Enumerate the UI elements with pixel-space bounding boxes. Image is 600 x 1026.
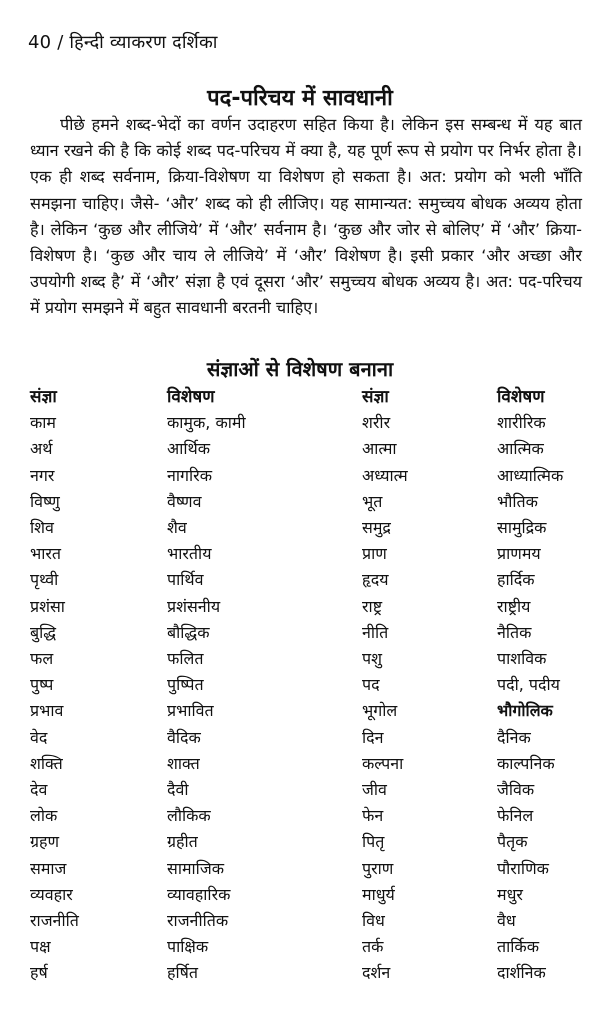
noun-cell: दर्शन bbox=[362, 963, 391, 983]
table-row bbox=[30, 489, 590, 515]
adjective-cell: नागरिक bbox=[167, 465, 213, 485]
adjective-cell: तार्किक bbox=[497, 937, 539, 957]
adjective-cell: ग्रहीत bbox=[167, 832, 198, 852]
noun-cell: दिन bbox=[362, 727, 384, 747]
noun-cell: पक्ष bbox=[30, 937, 51, 957]
noun-cell: पद bbox=[362, 675, 380, 695]
adjective-cell: राष्ट्रीय bbox=[497, 596, 531, 616]
adjective-cell: वैदिक bbox=[167, 727, 201, 747]
adjective-cell: दैनिक bbox=[497, 727, 531, 747]
table-title: संज्ञाओं से विशेषण बनाना bbox=[206, 357, 394, 381]
adjective-cell: कामुक, कामी bbox=[167, 413, 246, 433]
adjective-cell: वैध bbox=[497, 911, 516, 931]
adjective-cell: शाक्त bbox=[167, 753, 200, 773]
adjective-cell: सामाजिक bbox=[167, 858, 224, 878]
noun-cell: व्यवहार bbox=[30, 884, 73, 904]
noun-cell: प्रभाव bbox=[30, 701, 64, 721]
adjective-cell: राजनीतिक bbox=[167, 911, 229, 931]
adjective-cell: व्यावहारिक bbox=[167, 884, 231, 904]
noun-adjective-table bbox=[30, 384, 590, 987]
table-row bbox=[30, 908, 590, 934]
adjective-cell: आध्यात्मिक bbox=[497, 465, 564, 485]
noun-cell: शिव bbox=[30, 518, 54, 538]
table-row bbox=[30, 698, 590, 724]
adjective-cell: नैतिक bbox=[497, 622, 532, 642]
table-row bbox=[30, 541, 590, 567]
noun-cell: भूत bbox=[362, 491, 383, 511]
adjective-cell: शारीरिक bbox=[497, 413, 546, 433]
adjective-cell: प्रशंसनीय bbox=[167, 596, 221, 616]
adjective-cell: भौगोलिक bbox=[497, 701, 553, 721]
adjective-cell: शैव bbox=[167, 518, 187, 538]
noun-cell: काम bbox=[30, 413, 57, 433]
adjective-cell: प्राणमय bbox=[497, 544, 541, 564]
noun-cell: अर्थ bbox=[30, 439, 53, 459]
noun-cell: प्रशंसा bbox=[30, 596, 65, 616]
adjective-cell: आर्थिक bbox=[167, 439, 211, 459]
noun-cell: विष्णु bbox=[30, 491, 60, 511]
noun-cell: हर्ष bbox=[30, 963, 48, 983]
adjective-cell: जैविक bbox=[497, 780, 535, 800]
noun-cell: फेन bbox=[362, 806, 384, 826]
table-row bbox=[30, 594, 590, 620]
noun-cell: पशु bbox=[362, 649, 382, 669]
noun-cell: देव bbox=[30, 780, 48, 800]
table-row bbox=[30, 751, 590, 777]
noun-cell: लोक bbox=[30, 806, 58, 826]
noun-cell: भूगोल bbox=[362, 701, 398, 721]
noun-cell: नगर bbox=[30, 465, 55, 485]
noun-cell: वेद bbox=[30, 727, 48, 747]
noun-cell: अध्यात्म bbox=[362, 465, 408, 485]
adjective-cell: वैष्णव bbox=[167, 491, 202, 511]
adjective-cell: हर्षित bbox=[167, 963, 199, 983]
table-row bbox=[30, 725, 590, 751]
noun-cell: पुराण bbox=[362, 858, 394, 878]
column-header-noun: संज्ञा bbox=[362, 387, 389, 407]
adjective-cell: फेनिल bbox=[497, 806, 534, 826]
table-row bbox=[30, 934, 590, 960]
table-row bbox=[30, 672, 590, 698]
noun-cell: भारत bbox=[30, 544, 62, 564]
noun-cell: फल bbox=[30, 649, 54, 669]
table-row bbox=[30, 515, 590, 541]
noun-cell: पितृ bbox=[362, 832, 385, 852]
adjective-cell: लौकिक bbox=[167, 806, 211, 826]
noun-cell: बुद्धि bbox=[30, 622, 57, 642]
noun-cell: हृदय bbox=[362, 570, 389, 590]
noun-cell: शक्ति bbox=[30, 753, 63, 773]
table-row bbox=[30, 803, 590, 829]
adjective-cell: भौतिक bbox=[497, 491, 538, 511]
table-row bbox=[30, 777, 590, 803]
noun-cell: पुष्प bbox=[30, 675, 54, 695]
adjective-cell: सामुद्रिक bbox=[497, 518, 547, 538]
noun-cell: शरीर bbox=[362, 413, 391, 433]
adjective-cell: फलित bbox=[167, 649, 204, 669]
noun-cell: जीव bbox=[362, 780, 387, 800]
section-title: पद-परिचय में सावधानी bbox=[207, 86, 393, 111]
adjective-cell: प्रभावित bbox=[167, 701, 214, 721]
table-row bbox=[30, 436, 590, 462]
noun-cell: कल्पना bbox=[362, 753, 404, 773]
noun-cell: नीति bbox=[362, 622, 389, 642]
noun-cell: समुद्र bbox=[362, 518, 391, 538]
table-row bbox=[30, 646, 590, 672]
adjective-cell: बौद्धिक bbox=[167, 622, 210, 642]
table-row bbox=[30, 620, 590, 646]
table-row bbox=[30, 960, 590, 986]
table-row bbox=[30, 856, 590, 882]
column-header-adjective: विशेषण bbox=[167, 387, 215, 407]
adjective-cell: भारतीय bbox=[167, 544, 212, 564]
body-paragraph: पीछे हमने शब्द-भेदों का वर्णन उदाहरण सहित किया है। लेकिन इस सम्बन्ध में यह बात ध्यान रखने की है कि कोई शब्द पद-परिचय में क्या है, यह पूर्ण रूप से प्रयोग पर निर्भर होता है। एक ही शब्द सर्वनाम, क्रिया-विशेषण या विशेषण हो सकता है। अत: प्रयोग को भली भाँति समझना चाहिए। जैसे- ‘और’ शब्द को ही लीजिए। यह सामान्यत: समुच्चय बोधक अव्यय होता है। लेकिन ‘कुछ और लीजिये’ में ‘और’ सर्वनाम है। ‘कुछ और जोर से बोलिए’ में ‘और’ क्रिया-विशेषण है। ‘कुछ और चाय ले लीजिये’ में ‘और’ विशेषण है। इसी प्रकार ‘और अच्छा और उपयोगी शब्द है’ में ‘और’ संज्ञा है एवं दूसरा ‘और’ समुच्चय बोधक अव्यय है। अत: पद-परिचय में प्रयोग समझने में बहुत सावधानी बरतनी चाहिए। bbox=[30, 115, 582, 318]
noun-cell: तर्क bbox=[362, 937, 384, 957]
adjective-cell: पुष्पित bbox=[167, 675, 204, 695]
adjective-cell: पौराणिक bbox=[497, 858, 549, 878]
adjective-cell: आत्मिक bbox=[497, 439, 544, 459]
table-row bbox=[30, 829, 590, 855]
adjective-cell: पाक्षिक bbox=[167, 937, 209, 957]
adjective-cell: काल्पनिक bbox=[497, 753, 555, 773]
adjective-cell: पदी, पदीय bbox=[497, 675, 560, 695]
noun-cell: ग्रहण bbox=[30, 832, 60, 852]
noun-cell: पृथ्वी bbox=[30, 570, 59, 590]
noun-cell: समाज bbox=[30, 858, 67, 878]
adjective-cell: दैवी bbox=[167, 780, 189, 800]
noun-cell: माधुर्य bbox=[362, 884, 395, 904]
column-header-adjective: विशेषण bbox=[497, 387, 545, 407]
noun-cell: आत्मा bbox=[362, 439, 397, 459]
adjective-cell: हार्दिक bbox=[497, 570, 535, 590]
adjective-cell: दार्शनिक bbox=[497, 963, 546, 983]
noun-cell: प्राण bbox=[362, 544, 387, 564]
noun-cell: राष्ट्र bbox=[362, 596, 383, 616]
adjective-cell: पार्थिव bbox=[167, 570, 204, 590]
table-row bbox=[30, 882, 590, 908]
table-row bbox=[30, 567, 590, 593]
noun-cell: विध bbox=[362, 911, 385, 931]
page-header: 40 / हिन्दी व्याकरण दर्शिका bbox=[28, 32, 218, 53]
table-header-row bbox=[30, 384, 590, 410]
noun-cell: राजनीति bbox=[30, 911, 79, 931]
adjective-cell: पैतृक bbox=[497, 832, 528, 852]
column-header-noun: संज्ञा bbox=[30, 387, 57, 407]
adjective-cell: पाशविक bbox=[497, 649, 547, 669]
adjective-cell: मधुर bbox=[497, 884, 523, 904]
table-row bbox=[30, 410, 590, 436]
table-row bbox=[30, 463, 590, 489]
